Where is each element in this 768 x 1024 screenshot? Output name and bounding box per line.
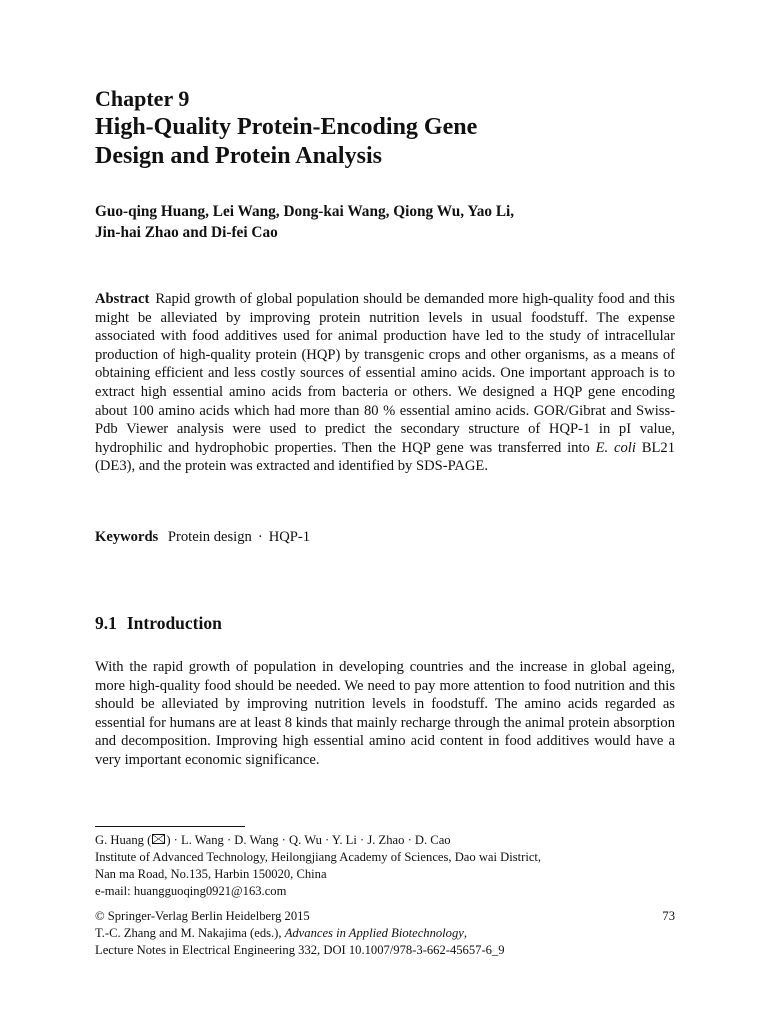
email-address: e-mail: huangguoqing0921@163.com	[95, 884, 287, 898]
section-title: Introduction	[126, 613, 222, 633]
abstract-text-2: BL21 (DE3), and the protein was extracted and identified by SDS-PAGE.	[95, 439, 675, 475]
editors-suffix: ,	[463, 926, 468, 940]
book-title: Advances in Applied Biotechnology	[284, 926, 464, 940]
footnote-authors	[95, 832, 675, 849]
chapter-title-line-1: High-Quality Protein-Encoding Gene	[95, 114, 478, 140]
keyword-item: HQP-1	[268, 529, 311, 545]
author-footnote	[95, 832, 675, 900]
chapter-title-line-2: Design and Protein Analysis	[95, 143, 382, 169]
author-list	[95, 201, 675, 243]
author-line-1: Guo-qing Huang, Lei Wang, Dong-kai Wang, Qiong Wu, Yao Li,	[95, 203, 515, 220]
editors-prefix: T.-C. Zhang and M. Nakajima (eds.),	[95, 926, 282, 940]
footnote-authors-first: G. Huang (	[95, 833, 152, 847]
editors-line	[95, 925, 675, 942]
keyword-item: Protein design	[167, 529, 252, 545]
section-heading	[95, 612, 222, 634]
abstract	[95, 290, 675, 476]
keyword-separator: ·	[257, 529, 263, 545]
publication-info	[95, 908, 675, 959]
keywords	[95, 528, 310, 547]
abstract-label: Abstract	[95, 291, 150, 307]
page-number: 73	[662, 909, 675, 923]
envelope-icon	[152, 834, 165, 844]
introduction-paragraph: With the rapid growth of population in developing countries and the increase in global ageing, more high-quality food should be needed. We need to pay more attention to food nutrition and this should be alleviated by improving nutrition levels in foodstuff. The amino acids regarded as essential for humans are at least 8 kinds that mainly recharge through the animal protein absorption and decomposition. Improving high essential amino acid content in food additives would have a very important economic significance.	[95, 659, 675, 768]
footnote-divider	[95, 826, 245, 827]
affiliation-line-2: Nan ma Road, No.135, Harbin 150020, China	[95, 867, 327, 881]
series-line: Lecture Notes in Electrical Engineering 332, DOI 10.1007/978-3-662-45657-6_9	[95, 943, 505, 957]
section-number: 9.1	[95, 613, 117, 633]
affiliation-line-1: Institute of Advanced Technology, Heilongjiang Academy of Sciences, Dao wai District,	[95, 850, 542, 864]
author-line-2: Jin-hai Zhao and Di-fei Cao	[95, 224, 278, 241]
abstract-text-1: Rapid growth of global population should be demanded more high-quality food and this might be alleviated by improving protein nutrition levels in usual foodstuff. The expense associated with food additives used for animal production have led to the study of intracellular production of high-quality protein (HQP) by transgenic crops and other organisms, as a means of obtaining efficient and less costly sources of essential amino acids. One important approach is to extract high essential amino acids from bacteria or others. We designed a HQP gene encoding about 100 amino acids which had more than 80 % essential amino acids. GOR/Gibrat and Swiss-Pdb Viewer analysis were used to predict the secondary structure of HQP-1 in pI value, hydrophilic and hydrophobic properties. Then the HQP gene was transferred into	[95, 291, 675, 456]
abstract-organism: E. coli	[595, 439, 636, 456]
copyright-line: © Springer-Verlag Berlin Heidelberg 2015	[95, 909, 310, 923]
chapter-label: Chapter 9	[95, 86, 190, 111]
footnote-authors-rest: ) · L. Wang · D. Wang · Q. Wu · Y. Li · J. Zhao · D. Cao	[166, 833, 451, 847]
chapter-title	[95, 113, 675, 171]
keywords-label: Keywords	[95, 529, 159, 545]
